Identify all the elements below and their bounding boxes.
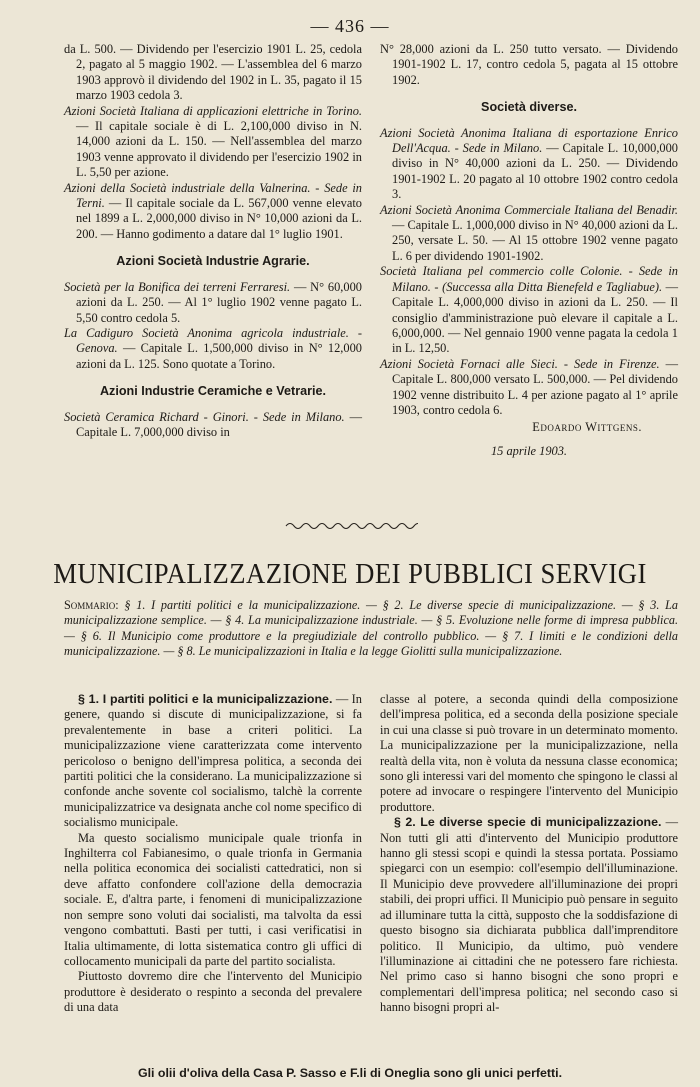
article-date: 15 aprile 1903. <box>490 443 568 458</box>
entry-title: Azioni Società Italiana di applicazioni elettriche in Torino. <box>64 103 362 118</box>
paragraph-text: — Non tutti gli atti d'intervento del Municipio produttore hanno gli stessi scopi e quindi la stessa portata. Possiamo spiegarci con un esempio: coll'esempio dell'illuminazione. Il Municipio deve provvedere all'illuminazione dei propri stabili, dei propri uffici. Il Municipio può pensare in seguito ad illuminare tutta la città, supposto che la soddisfazione di questo bisogno sia dichiarata pubblica dall'imprenditore politico. Il Municipio, da ultimo, può vendere l'illuminazione ai cittadini che ne potessero fare richiesta. Nel primo caso si hanno bisogni che sono propri e complementari dell'impresa politica; nel secondo caso si hanno bisogni propri al- <box>380 815 678 1015</box>
subsection-heading: § 1. I partiti politici e la municipalizzazione. <box>78 692 333 706</box>
entry-title: Azioni Società Fornaci alle Sieci. - Sede in Firenze. <box>380 356 660 371</box>
entry-text: — N° 60,000 azioni da L. 250. — Al 1° luglio 1902 venne pagato L. 5,50 contro cedola 5. <box>76 279 362 325</box>
entry-title: Azioni Società Anonima Commerciale Italiana del Benadir. <box>380 202 678 217</box>
entry-paragraph <box>64 280 362 326</box>
entry-text: — Capitale L. 7,000,000 diviso in <box>76 409 362 439</box>
paragraph-text: — In genere, quando si discute di municipalizzazione, si fa prevalentemente in base a criteri politici. La municipalizzazione viene caratterizzata come intervento pericoloso o benigno dell'impresa politica, a seconda dei partiti politici che la considerano. La municipalizzazione si confonde anche sovente col socialismo, talchè la corrente municipalizzatrice va designata anche col nome specifico di socialismo municipale. <box>64 692 362 830</box>
article-paragraph: Ma questo socialismo municipale quale trionfa in Inghilterra col Fabianesimo, o quale trionfa in Germania nella politica economica dei socialisti cattedratici, non si deve affatto confondere coll'azione della democrazia sociale. E, d'altra parte, i fenomeni di municipalizzazione non sempre sono voluti dai socialisti, ma talvolta da essi vengono combattuti. Basti per tutti, i casi verificatisi in Italia ultimamente, di lotta sistematica contro gli uffici di collocamento municipali da parte del partito socialista. <box>64 830 362 968</box>
summary-label: Sommario: <box>64 598 119 612</box>
entry-paragraph: da L. 500. — Dividendo per l'esercizio 1901 L. 25, cedola 2, pagato al 5 maggio 1902. — L'assemblea del 6 marzo 1903 approvò il dividendo del 1902 in L. 35, pagato il 15 marzo 1903 cedola 3. <box>64 42 362 103</box>
entry-paragraph <box>380 357 678 419</box>
entry-paragraph <box>380 203 678 265</box>
article-paragraph <box>64 692 362 831</box>
entry-paragraph <box>64 410 362 441</box>
entry-text: — Il capitale sociale da L. 567,000 venne elevato nel 1899 a L. 2,000,000 diviso in N° 10,000 azioni da L. 200. — Hanno godimento a datare dal 1° luglio 1901. <box>76 196 362 241</box>
entry-paragraph <box>64 104 362 181</box>
article-paragraph <box>380 815 678 1015</box>
entry-text: — Il capitale sociale è di L. 2,100,000 diviso in N. 14,000 azioni da L. 150. — Nell'assemblea del marzo 1903 venne approvato il dividendo per l'esercizio 1902 in L. 5,50 per azione. <box>76 119 362 180</box>
entry-title: Azioni della Società industriale della Valnerina. - Sede in Terni. <box>64 180 362 211</box>
section-heading: Società diverse. <box>481 100 577 115</box>
article-summary <box>64 598 678 660</box>
entry-paragraph <box>380 126 678 203</box>
article-left-column <box>64 692 362 1016</box>
entry-text: — Capitale L. 10,000,000 diviso in N° 40,000 azioni da L. 250. — Dividendo 1901-1902 L. 20 pagato al 10 ottobre 1902 contro cedola 3. <box>392 141 678 202</box>
section-heading: Azioni Industrie Ceramiche e Vetrarie. <box>99 384 327 399</box>
entry-paragraph <box>380 264 678 356</box>
entry-text: — Capitale L. 1,500,000 diviso in N° 12,000 azioni da L. 125. Sono quotate a Torino. <box>76 341 362 371</box>
entry-title: La Cadiguro Società Anonima agricola industriale. - Genova. <box>64 325 362 356</box>
entry-title: Azioni Società Anonima Italiana di esportazione Enrico Dell'Acqua. - Sede in Milano. <box>380 125 678 156</box>
subsection-heading: § 2. Le diverse specie di municipalizzazione. <box>394 815 662 830</box>
article-right-column <box>380 692 678 1016</box>
section-heading: Azioni Società Industrie Agrarie. <box>116 254 310 269</box>
entry-title: Società Italiana pel commercio colle Colonie. - Sede in Milano. - (Successa alla Ditta Bienefeld e Tagliabue). <box>380 264 678 294</box>
entry-paragraph <box>64 326 362 372</box>
entry-text: — Capitale L. 800,000 versato L. 500,000. — Pel dividendo 1902 venne distribuito L. 4 per azione pagato al 1° aprile 1903, contro cedola 6. <box>392 356 679 417</box>
author-signature: Edoardo Wittgens. <box>532 420 642 435</box>
page-number: — 436 — <box>310 16 390 36</box>
top-left-column <box>64 42 362 440</box>
entry-paragraph: N° 28,000 azioni da L. 250 tutto versato. — Dividendo 1901-1902 L. 17, contro cedola 5, pagata al 15 ottobre 1902. <box>380 42 678 87</box>
summary-text: § 1. I partiti politici e la municipalizzazione. — § 2. Le diverse specie di municipalizzazione. — § 3. La municipalizzazione semplice. — § 4. La municipalizzazione industriale. — § 5. Evoluzione nelle forme di impresa pubblica. — § 6. Il Municipio come produttore e la pregiudiziale del controllo pubblico. — § 7. I limiti e le condizioni della municipalizzazione. — § 8. Le municipalizzazioni in Italia e la legge Giolitti sulla municipalizzazione. <box>64 598 678 659</box>
article-paragraph: Piuttosto dovremo dire che l'intervento del Municipio produttore è desiderato o respinto a seconda del prevalere di una data <box>64 969 362 1015</box>
article-paragraph: classe al potere, a seconda quindi della composizione dell'impresa politica, ed a seconda della posizione speciale in cui una classe si può trovare in un determinato momento. La municipalizzazione per la municipalizzazione, nella realtà della vita, non è voluta da nessuna classe economica; sono gli interessi vari del momento che spingono le classi al potere ad invocare o respingere l'intervento del Municipio produttore. <box>380 692 679 814</box>
entry-text: — Capitale L. 1,000,000 diviso in N° 40,000 azioni da L. 250, versate L. 50. — Al 15 ottobre 1902 venne pagato L. 6 per dividendo 1901-1902. <box>392 218 678 263</box>
top-right-column <box>380 42 678 459</box>
entry-paragraph <box>64 181 362 243</box>
article-title: MUNICIPALIZZAZIONE DEI PUBBLICI SERVIGI <box>53 558 647 590</box>
entry-title: Società Ceramica Richard - Ginori. - Sede in Milano. <box>64 409 345 424</box>
ornamental-divider <box>284 520 418 532</box>
advertisement-footer: Gli olii d'oliva della Casa P. Sasso e F.li di Oneglia sono gli unici perfetti. <box>137 1066 563 1080</box>
entry-title: Società per la Bonifica dei terreni Ferraresi. <box>64 279 291 294</box>
entry-text: — Capitale L. 4,000,000 diviso in azioni da L. 250. — Il consiglio d'amministrazione può elevare il capitale a L. 6,000,000. — Nel gennaio 1900 venne pagata la cedola 1 in L. 12,50. <box>392 279 678 356</box>
